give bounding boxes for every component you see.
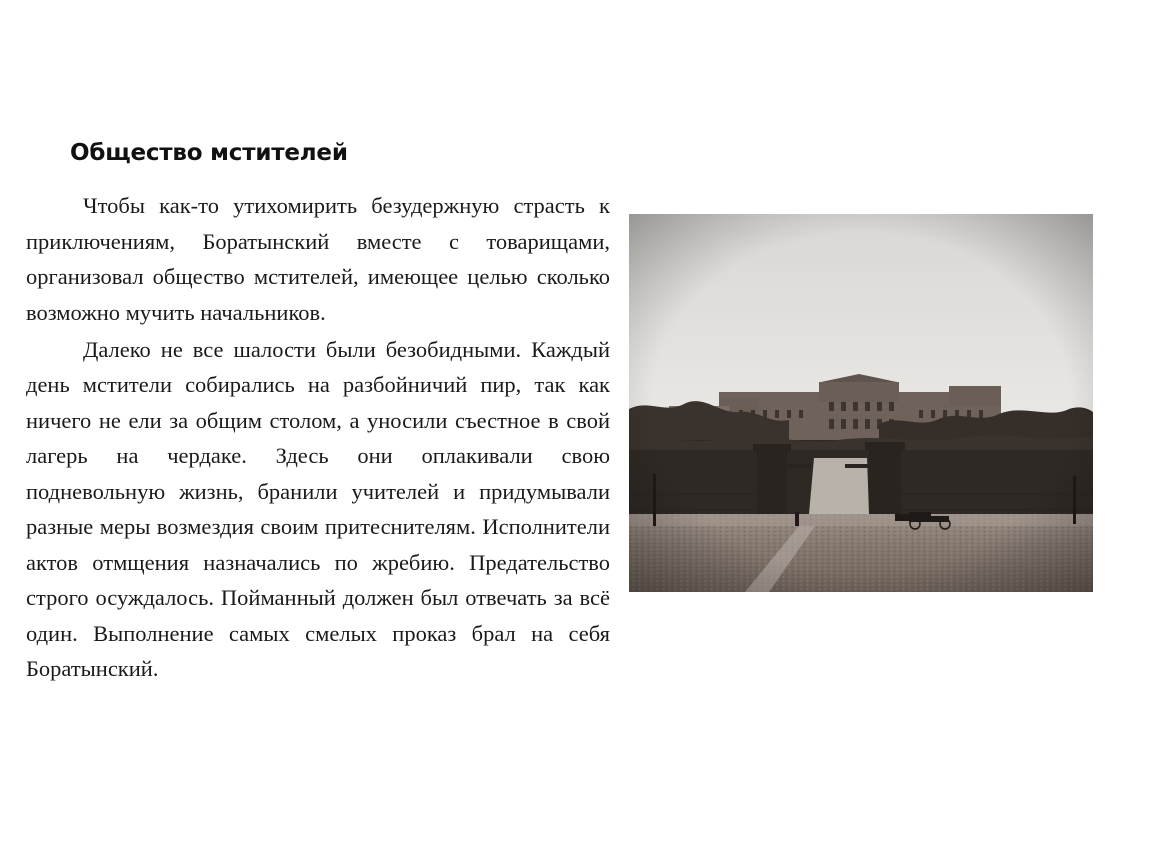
slide-title: Общество мстителей	[70, 140, 348, 166]
photo-image	[629, 214, 1093, 592]
paragraph-1: Чтобы как-то утихомирить безудержную страсть к приключениям, Боратынский вместе с товарищами, организовал общество мстителей, имеющее целью сколько возможно мучить начальников.	[26, 193, 610, 325]
text-block	[26, 188, 610, 687]
historical-photo	[629, 214, 1093, 592]
paragraph-2: Далеко не все шалости были безобидными. Каждый день мстители собирались на разбойничий пир, так как ничего не ели за общим столом, а уносили съестное в свой лагерь на чердаке. Здесь они оплакивали свою подневольную жизнь, бранили учителей и придумывали разные меры возмездия своим притеснителям. Исполнители актов отмщения назначались по жребию. Предательство строго осуждалось. Пойманный должен был отвечать за всё один. Выполнение самых смелых проказ брал на себя Боратынский.	[26, 336, 610, 681]
